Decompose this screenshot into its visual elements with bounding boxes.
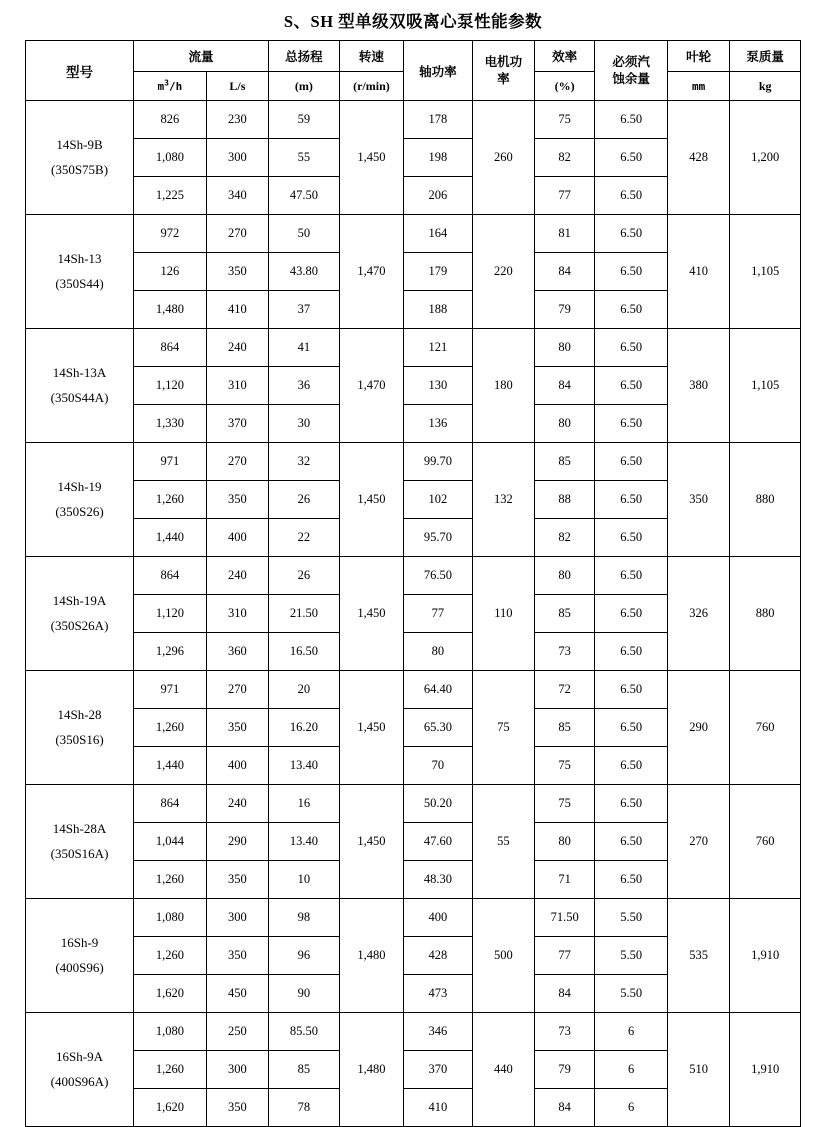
cell-model [26, 899, 134, 1013]
cell-shaft-power: 473 [404, 975, 473, 1013]
cell-impeller: 326 [668, 557, 730, 671]
cell-npsh: 5.50 [595, 975, 668, 1013]
cell-efficiency: 72 [535, 671, 595, 709]
cell-impeller: 535 [668, 899, 730, 1013]
cell-impeller: 290 [668, 671, 730, 785]
cell-head: 37 [269, 291, 340, 329]
cell-head: 16.20 [269, 709, 340, 747]
cell-shaft-power: 198 [404, 139, 473, 177]
cell-model [26, 557, 134, 671]
cell-npsh: 6.50 [595, 557, 668, 595]
cell-efficiency: 77 [535, 937, 595, 975]
unit-efficiency-pct: (%) [535, 72, 595, 101]
cell-head: 26 [269, 557, 340, 595]
cell-flow-ls: 340 [206, 177, 268, 215]
cell-npsh: 6.50 [595, 785, 668, 823]
cell-model [26, 671, 134, 785]
cell-npsh: 6.50 [595, 101, 668, 139]
cell-shaft-power: 47.60 [404, 823, 473, 861]
cell-flow-ls: 350 [206, 937, 268, 975]
cell-speed: 1,470 [339, 329, 403, 443]
cell-motor-power: 500 [472, 899, 534, 1013]
header-model: 型号 [26, 41, 134, 101]
cell-efficiency: 88 [535, 481, 595, 519]
cell-flow-m3h: 1,080 [134, 899, 207, 937]
model-code: 14Sh-9B [56, 136, 103, 152]
cell-flow-m3h: 1,044 [134, 823, 207, 861]
header-pump-mass: 泵质量 [730, 41, 801, 72]
cell-flow-m3h: 864 [134, 557, 207, 595]
cell-shaft-power: 400 [404, 899, 473, 937]
unit-impeller-mm: mm [668, 72, 730, 101]
cell-flow-m3h: 126 [134, 253, 207, 291]
cell-npsh: 6.50 [595, 405, 668, 443]
cell-impeller: 270 [668, 785, 730, 899]
cell-npsh: 6.50 [595, 861, 668, 899]
cell-motor-power: 440 [472, 1013, 534, 1127]
cell-pump-mass: 760 [730, 671, 801, 785]
cell-speed: 1,480 [339, 899, 403, 1013]
cell-npsh: 6.50 [595, 291, 668, 329]
cell-flow-ls: 370 [206, 405, 268, 443]
table-row [26, 899, 801, 937]
cell-shaft-power: 428 [404, 937, 473, 975]
cell-impeller: 410 [668, 215, 730, 329]
model-code: 14Sh-19 [57, 478, 102, 494]
cell-head: 47.50 [269, 177, 340, 215]
cell-motor-power: 55 [472, 785, 534, 899]
cell-shaft-power: 95.70 [404, 519, 473, 557]
cell-flow-m3h: 971 [134, 671, 207, 709]
unit-mass-kg: kg [730, 72, 801, 101]
cell-head: 20 [269, 671, 340, 709]
cell-head: 85.50 [269, 1013, 340, 1051]
model-code: 14Sh-19A [52, 592, 107, 608]
cell-flow-ls: 300 [206, 899, 268, 937]
cell-head: 41 [269, 329, 340, 367]
page-title: S、SH 型单级双吸离心泵性能参数 [283, 12, 543, 31]
model-alt-code: (350S26) [55, 503, 104, 519]
cell-impeller: 510 [668, 1013, 730, 1127]
cell-pump-mass: 1,910 [730, 899, 801, 1013]
cell-head: 98 [269, 899, 340, 937]
header-impeller: 叶轮 [668, 41, 730, 72]
cell-model [26, 443, 134, 557]
cell-npsh: 6.50 [595, 633, 668, 671]
model-alt-code: (350S44A) [50, 389, 109, 405]
cell-model [26, 101, 134, 215]
cell-speed: 1,470 [339, 215, 403, 329]
cell-flow-m3h: 1,330 [134, 405, 207, 443]
cell-shaft-power: 65.30 [404, 709, 473, 747]
cell-flow-ls: 310 [206, 367, 268, 405]
cell-motor-power: 132 [472, 443, 534, 557]
cell-speed: 1,450 [339, 101, 403, 215]
cell-npsh: 6.50 [595, 671, 668, 709]
table-row [26, 443, 801, 481]
cell-shaft-power: 64.40 [404, 671, 473, 709]
header-speed: 转速 [339, 41, 403, 72]
cell-shaft-power: 50.20 [404, 785, 473, 823]
cell-npsh: 6.50 [595, 481, 668, 519]
cell-npsh: 6.50 [595, 443, 668, 481]
cell-head: 96 [269, 937, 340, 975]
cell-efficiency: 77 [535, 177, 595, 215]
cell-flow-m3h: 1,260 [134, 709, 207, 747]
cell-flow-ls: 270 [206, 671, 268, 709]
cell-head: 36 [269, 367, 340, 405]
cell-shaft-power: 70 [404, 747, 473, 785]
cell-flow-ls: 230 [206, 101, 268, 139]
cell-pump-mass: 1,105 [730, 215, 801, 329]
cell-efficiency: 73 [535, 633, 595, 671]
cell-head: 21.50 [269, 595, 340, 633]
cell-shaft-power: 99.70 [404, 443, 473, 481]
cell-flow-ls: 310 [206, 595, 268, 633]
cell-efficiency: 79 [535, 1051, 595, 1089]
cell-flow-m3h: 1,120 [134, 367, 207, 405]
cell-efficiency: 85 [535, 443, 595, 481]
model-code: 14Sh-28A [52, 820, 107, 836]
cell-flow-m3h: 1,260 [134, 937, 207, 975]
cell-head: 59 [269, 101, 340, 139]
cell-flow-m3h: 1,080 [134, 1013, 207, 1051]
cell-impeller: 350 [668, 443, 730, 557]
cell-motor-power: 110 [472, 557, 534, 671]
cell-flow-ls: 270 [206, 443, 268, 481]
cell-model [26, 329, 134, 443]
cell-shaft-power: 76.50 [404, 557, 473, 595]
model-alt-code: (350S16A) [50, 845, 109, 861]
cell-efficiency: 79 [535, 291, 595, 329]
cell-motor-power: 180 [472, 329, 534, 443]
cell-flow-m3h: 1,440 [134, 747, 207, 785]
table-body [26, 101, 801, 1127]
cell-head: 13.40 [269, 747, 340, 785]
table-row [26, 101, 801, 139]
cell-head: 26 [269, 481, 340, 519]
cell-shaft-power: 136 [404, 405, 473, 443]
cell-efficiency: 85 [535, 595, 595, 633]
cell-npsh: 6.50 [595, 139, 668, 177]
cell-speed: 1,480 [339, 1013, 403, 1127]
cell-efficiency: 84 [535, 367, 595, 405]
cell-head: 16 [269, 785, 340, 823]
cell-flow-m3h: 1,620 [134, 975, 207, 1013]
cell-flow-m3h: 1,120 [134, 595, 207, 633]
cell-pump-mass: 880 [730, 443, 801, 557]
model-alt-code: (400S96) [55, 959, 104, 975]
cell-efficiency: 73 [535, 1013, 595, 1051]
cell-flow-m3h: 826 [134, 101, 207, 139]
cell-shaft-power: 410 [404, 1089, 473, 1127]
model-code: 16Sh-9 [60, 934, 99, 950]
cell-head: 30 [269, 405, 340, 443]
cell-flow-ls: 240 [206, 785, 268, 823]
cell-flow-ls: 250 [206, 1013, 268, 1051]
cell-npsh: 6.50 [595, 215, 668, 253]
cell-head: 55 [269, 139, 340, 177]
cell-flow-m3h: 1,296 [134, 633, 207, 671]
cell-efficiency: 81 [535, 215, 595, 253]
cell-flow-m3h: 1,260 [134, 1051, 207, 1089]
model-code: 14Sh-28 [57, 706, 102, 722]
header-npsh: 必须汽 蚀余量 [595, 41, 668, 101]
cell-head: 50 [269, 215, 340, 253]
header-motor-power: 电机功 率 [472, 41, 534, 101]
cell-npsh: 6 [595, 1013, 668, 1051]
model-code: 14Sh-13A [52, 364, 107, 380]
cell-shaft-power: 80 [404, 633, 473, 671]
cell-npsh: 6 [595, 1089, 668, 1127]
cell-efficiency: 82 [535, 519, 595, 557]
cell-efficiency: 84 [535, 253, 595, 291]
model-alt-code: (350S26A) [50, 617, 109, 633]
cell-model [26, 785, 134, 899]
model-alt-code: (400S96A) [50, 1073, 109, 1089]
cell-efficiency: 75 [535, 101, 595, 139]
cell-npsh: 6.50 [595, 709, 668, 747]
cell-npsh: 6.50 [595, 747, 668, 785]
cell-head: 90 [269, 975, 340, 1013]
cell-pump-mass: 1,105 [730, 329, 801, 443]
cell-efficiency: 71.50 [535, 899, 595, 937]
cell-flow-ls: 240 [206, 329, 268, 367]
cell-flow-m3h: 971 [134, 443, 207, 481]
header-total-head: 总扬程 [269, 41, 340, 72]
cell-flow-ls: 350 [206, 1089, 268, 1127]
cell-flow-m3h: 864 [134, 329, 207, 367]
cell-shaft-power: 130 [404, 367, 473, 405]
cell-head: 22 [269, 519, 340, 557]
cell-flow-ls: 240 [206, 557, 268, 595]
cell-speed: 1,450 [339, 557, 403, 671]
cell-flow-m3h: 864 [134, 785, 207, 823]
cell-npsh: 6.50 [595, 177, 668, 215]
pump-performance-table [25, 40, 801, 1127]
cell-head: 10 [269, 861, 340, 899]
cell-npsh: 6.50 [595, 823, 668, 861]
header-flow: 流量 [134, 41, 269, 72]
unit-flow-ls: L/s [206, 72, 268, 101]
cell-npsh: 6.50 [595, 367, 668, 405]
cell-efficiency: 80 [535, 557, 595, 595]
cell-flow-ls: 350 [206, 709, 268, 747]
cell-efficiency: 71 [535, 861, 595, 899]
model-code: 16Sh-9A [56, 1048, 103, 1064]
cell-shaft-power: 188 [404, 291, 473, 329]
cell-model [26, 1013, 134, 1127]
cell-shaft-power: 346 [404, 1013, 473, 1051]
unit-speed-rmin: (r/min) [339, 72, 403, 101]
cell-flow-ls: 450 [206, 975, 268, 1013]
cell-npsh: 6.50 [595, 519, 668, 557]
cell-flow-m3h: 1,620 [134, 1089, 207, 1127]
cell-head: 78 [269, 1089, 340, 1127]
cell-head: 32 [269, 443, 340, 481]
cell-pump-mass: 1,200 [730, 101, 801, 215]
cell-efficiency: 85 [535, 709, 595, 747]
cell-head: 85 [269, 1051, 340, 1089]
cell-impeller: 428 [668, 101, 730, 215]
cell-shaft-power: 370 [404, 1051, 473, 1089]
table-row [26, 1013, 801, 1051]
cell-npsh: 6 [595, 1051, 668, 1089]
cell-pump-mass: 760 [730, 785, 801, 899]
cell-npsh: 5.50 [595, 937, 668, 975]
cell-npsh: 6.50 [595, 253, 668, 291]
cell-motor-power: 75 [472, 671, 534, 785]
table-row [26, 215, 801, 253]
cell-efficiency: 84 [535, 975, 595, 1013]
cell-flow-ls: 410 [206, 291, 268, 329]
model-alt-code: (350S16) [55, 731, 104, 747]
cell-npsh: 5.50 [595, 899, 668, 937]
cell-efficiency: 80 [535, 405, 595, 443]
cell-model [26, 215, 134, 329]
cell-motor-power: 260 [472, 101, 534, 215]
cell-efficiency: 80 [535, 329, 595, 367]
model-code: 14Sh-13 [57, 250, 102, 266]
cell-flow-ls: 350 [206, 861, 268, 899]
header-shaft-power: 轴功率 [404, 41, 473, 101]
cell-head: 13.40 [269, 823, 340, 861]
cell-shaft-power: 77 [404, 595, 473, 633]
cell-npsh: 6.50 [595, 329, 668, 367]
cell-flow-ls: 350 [206, 253, 268, 291]
header-efficiency: 效率 [535, 41, 595, 72]
cell-shaft-power: 179 [404, 253, 473, 291]
cell-flow-ls: 300 [206, 139, 268, 177]
table-header [26, 41, 801, 101]
cell-flow-ls: 300 [206, 1051, 268, 1089]
cell-speed: 1,450 [339, 671, 403, 785]
unit-flow-m3h: $m^3/h$ [134, 72, 207, 101]
cell-flow-m3h: 1,440 [134, 519, 207, 557]
cell-shaft-power: 48.30 [404, 861, 473, 899]
table-header-row-1 [26, 41, 801, 72]
table-row [26, 785, 801, 823]
unit-head-m: (m) [269, 72, 340, 101]
table-row [26, 671, 801, 709]
cell-shaft-power: 121 [404, 329, 473, 367]
cell-flow-ls: 350 [206, 481, 268, 519]
cell-efficiency: 84 [535, 1089, 595, 1127]
cell-efficiency: 80 [535, 823, 595, 861]
model-alt-code: (350S75B) [50, 161, 109, 177]
cell-speed: 1,450 [339, 785, 403, 899]
cell-efficiency: 75 [535, 747, 595, 785]
cell-speed: 1,450 [339, 443, 403, 557]
cell-efficiency: 75 [535, 785, 595, 823]
table-row [26, 329, 801, 367]
cell-shaft-power: 178 [404, 101, 473, 139]
cell-head: 16.50 [269, 633, 340, 671]
cell-pump-mass: 1,910 [730, 1013, 801, 1127]
cell-shaft-power: 164 [404, 215, 473, 253]
cell-flow-ls: 400 [206, 747, 268, 785]
cell-flow-m3h: 1,260 [134, 481, 207, 519]
cell-npsh: 6.50 [595, 595, 668, 633]
cell-flow-m3h: 972 [134, 215, 207, 253]
cell-shaft-power: 102 [404, 481, 473, 519]
cell-flow-m3h: 1,225 [134, 177, 207, 215]
cell-flow-m3h: 1,260 [134, 861, 207, 899]
table-row [26, 557, 801, 595]
cell-pump-mass: 880 [730, 557, 801, 671]
cell-impeller: 380 [668, 329, 730, 443]
cell-shaft-power: 206 [404, 177, 473, 215]
cell-flow-m3h: 1,480 [134, 291, 207, 329]
cell-flow-ls: 400 [206, 519, 268, 557]
model-alt-code: (350S44) [55, 275, 104, 291]
cell-efficiency: 82 [535, 139, 595, 177]
cell-flow-ls: 290 [206, 823, 268, 861]
cell-flow-m3h: 1,080 [134, 139, 207, 177]
cell-motor-power: 220 [472, 215, 534, 329]
cell-flow-ls: 360 [206, 633, 268, 671]
cell-head: 43.80 [269, 253, 340, 291]
cell-flow-ls: 270 [206, 215, 268, 253]
